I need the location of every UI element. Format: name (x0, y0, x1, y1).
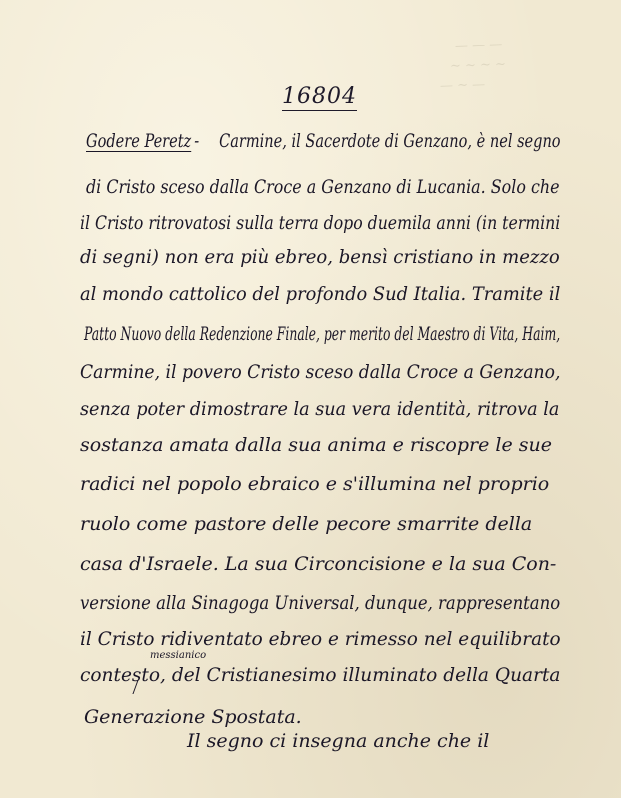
closing-line: Il segno ci insegna anche che il (187, 730, 490, 752)
text-line: al mondo cattolico del profondo Sud Italia. Tramite il (80, 283, 561, 305)
bleed-through-writing: ~ ~ ~ ~ (449, 57, 507, 74)
text-line: il Cristo ritrovatosi sulla terra dopo duemila anni (in termini (80, 212, 561, 234)
interlinear-insertion: messianico (150, 650, 207, 661)
text-line: casa d'Israele. La sua Circoncisione e la sua Con- (80, 553, 557, 575)
text-line: radici nel popolo ebraico e s'illumina nel proprio (80, 473, 550, 495)
heading-text: Carmine, il Sacerdote di Genzano, è nel segno (219, 130, 561, 152)
bleed-through-writing: — ~ — (439, 77, 486, 94)
text-line: versione alla Sinagoga Universal, dunque, rappresentano (80, 592, 561, 614)
bleed-through-writing: — — — (454, 37, 503, 54)
text-line: contesto, del Cristianesimo illuminato della Quarta (80, 664, 561, 686)
heading-dash: - (194, 130, 200, 152)
page-number: 16804 (282, 84, 357, 109)
text-line: sostanza amata dalla sua anima e riscopre le sue (80, 434, 552, 456)
text-line: Generazione Spostata. (84, 706, 302, 728)
text-line: ruolo come pastore delle pecore smarrite della (80, 513, 533, 535)
text-line: di segni) non era più ebreo, bensì cristiano in mezzo (80, 246, 560, 268)
text-line: Patto Nuovo della Redenzione Finale, per merito del Maestro di Vita, Haim, (84, 323, 561, 345)
heading-title: Godere Peretz (86, 130, 192, 152)
text-line: Carmine, il povero Cristo sceso dalla Croce a Genzano, (80, 361, 561, 383)
heading-line (86, 130, 561, 152)
insertion-caret (132, 680, 152, 694)
text-line: senza poter dimostrare la sua vera identità, ritrova la (80, 398, 560, 420)
text-line: il Cristo ridiventato ebreo e rimesso nel equilibrato (80, 628, 561, 650)
text-line: di Cristo sceso dalla Croce a Genzano di Lucania. Solo che (86, 176, 560, 198)
